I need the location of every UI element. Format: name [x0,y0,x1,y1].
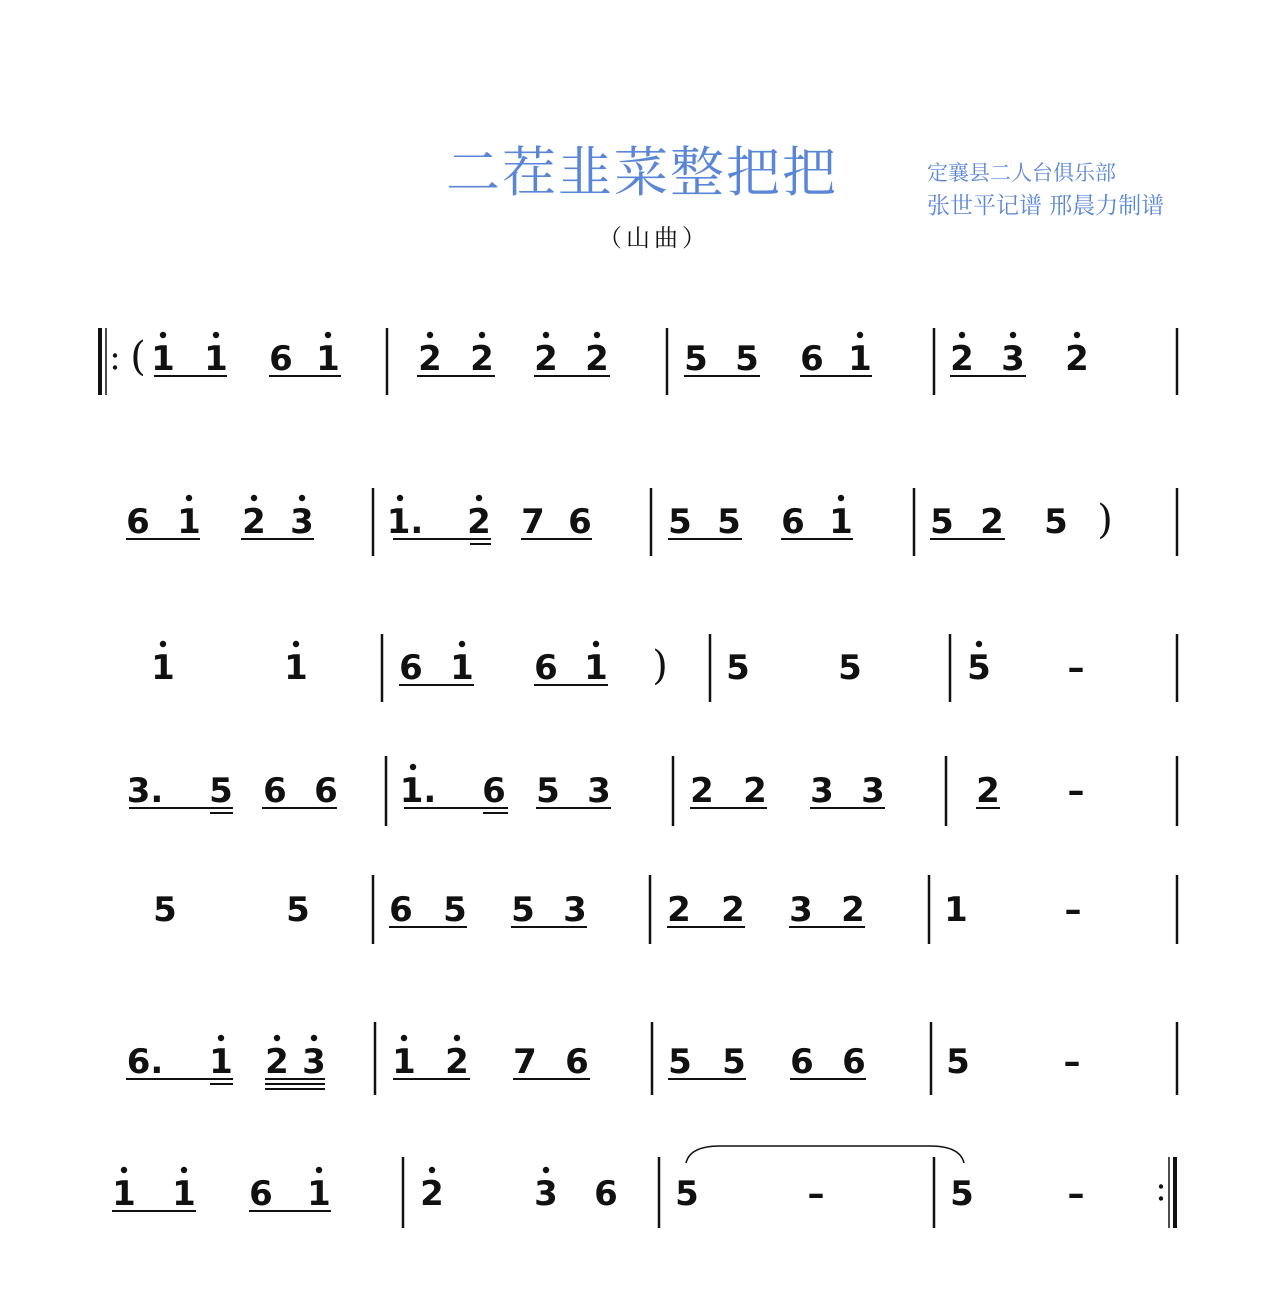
note: 3 [810,771,834,811]
note: 6 [389,890,413,930]
note: 2 [690,771,714,811]
note: 6 [126,502,150,542]
high-octave-dot [251,495,257,501]
note: 6 [249,1174,273,1214]
note: 2 [841,890,865,930]
note: 1 [112,1174,136,1214]
note: 5 [684,339,708,379]
high-octave-dot [160,332,166,338]
note: 1 [829,502,853,542]
high-octave-dot [429,1167,435,1173]
dash-extension: – [1067,771,1085,811]
note: 5 [536,771,560,811]
note: 1. [386,502,424,542]
note: 1 [172,1174,196,1214]
high-octave-dot [857,332,863,338]
dash-extension: – [1064,890,1082,930]
high-octave-dot [293,641,299,647]
note: 2 [467,502,491,542]
note: 6 [790,1042,814,1082]
note: 6 [399,648,423,688]
note: 3 [534,1174,558,1214]
note: 2 [470,339,494,379]
high-octave-dot [160,641,166,647]
note: 5 [443,890,467,930]
note: 5 [722,1042,746,1082]
note: 1 [151,339,175,379]
note: 1 [177,502,201,542]
high-octave-dot [397,495,403,501]
high-octave-dot [401,1035,407,1041]
note: 6 [842,1042,866,1082]
note: 2 [418,339,442,379]
note: 3 [789,890,813,930]
note: 5 [967,648,991,688]
note: 2 [980,502,1004,542]
credit-transcribers: 张世平记谱 邢晨力制谱 [927,193,1165,219]
high-octave-dot [121,1167,127,1173]
note: 3 [563,890,587,930]
tie-arc [686,1146,964,1163]
note: 7 [521,502,545,542]
note: 2 [743,771,767,811]
repeat-dot [1159,1184,1163,1188]
high-octave-dot [186,495,192,501]
note: 6 [568,502,592,542]
note: 6 [263,771,287,811]
note: 6 [269,339,293,379]
repeat-end-barline-glyph: 𝄇 [1167,1205,1168,1206]
note: 5 [153,890,177,930]
high-octave-dot [299,495,305,501]
note: 2 [721,890,745,930]
high-octave-dot [838,495,844,501]
high-octave-dot [325,332,331,338]
note: 3 [1001,339,1025,379]
note: 1 [944,890,968,930]
note: 5 [668,502,692,542]
credit-club: 定襄县二人台俱乐部 [927,161,1116,185]
note: 1 [284,648,308,688]
high-octave-dot [459,641,465,647]
repeat-dot [113,365,117,369]
note: 6 [594,1174,618,1214]
note: 2 [976,771,1000,811]
note: 2 [242,502,266,542]
note: 1 [316,339,340,379]
note: 2 [585,339,609,379]
note: 1 [584,648,608,688]
note: 6. [126,1042,164,1082]
note: 5 [675,1174,699,1214]
high-octave-dot [454,1035,460,1041]
note: 5 [726,648,750,688]
high-octave-dot [976,641,982,647]
note: 1 [204,339,228,379]
dash-extension: – [1067,1174,1085,1214]
note: 2 [265,1042,289,1082]
note: 5 [717,502,741,542]
high-octave-dot [213,332,219,338]
high-octave-dot [218,1035,224,1041]
note: 5 [286,890,310,930]
parenthesis: ( [130,334,146,380]
note: 5 [930,502,954,542]
note: 3. [126,771,164,811]
parenthesis: ) [1097,497,1113,543]
dash-extension: – [807,1174,825,1214]
high-octave-dot [959,332,965,338]
note: 5 [950,1174,974,1214]
note: 1. [399,771,437,811]
note: 5 [209,771,233,811]
high-octave-dot [543,1167,549,1173]
note: 5 [1044,502,1068,542]
note: 1 [209,1042,233,1082]
note: 6 [534,648,558,688]
note: 6 [482,771,506,811]
high-octave-dot [427,332,433,338]
high-octave-dot [594,332,600,338]
note: 1 [450,648,474,688]
repeat-dot [113,353,117,357]
note: 5 [668,1042,692,1082]
high-octave-dot [410,764,416,770]
high-octave-dot [1074,332,1080,338]
note: 7 [513,1042,537,1082]
repeat-end-barline [1167,1204,1168,1206]
note: 5 [511,890,535,930]
high-octave-dot [181,1167,187,1173]
dash-extension: – [1063,1042,1081,1082]
note: 3 [861,771,885,811]
note: 6 [314,771,338,811]
parenthesis: ) [652,643,668,689]
high-octave-dot [543,332,549,338]
note: 2 [667,890,691,930]
note: 6 [800,339,824,379]
note: 1 [848,339,872,379]
note: 6 [565,1042,589,1082]
score-subtitle: （山曲） [598,224,710,252]
note: 2 [1065,339,1089,379]
note: 2 [950,339,974,379]
high-octave-dot [274,1035,280,1041]
high-octave-dot [311,1035,317,1041]
note: 3 [587,771,611,811]
note: 5 [735,339,759,379]
repeat-dot [1159,1196,1163,1200]
note: 3 [302,1042,326,1082]
high-octave-dot [1010,332,1016,338]
note: 1 [392,1042,416,1082]
note: 2 [420,1174,444,1214]
dash-extension: – [1067,648,1085,688]
note: 6 [781,502,805,542]
high-octave-dot [479,332,485,338]
note: 1 [307,1174,331,1214]
note: 5 [946,1042,970,1082]
high-octave-dot [593,641,599,647]
note: 2 [534,339,558,379]
note: 1 [151,648,175,688]
note: 5 [838,648,862,688]
note: 3 [290,502,314,542]
score-title: 二茬韭菜整把把 [446,141,838,204]
high-octave-dot [316,1167,322,1173]
high-octave-dot [476,495,482,501]
note: 2 [445,1042,469,1082]
